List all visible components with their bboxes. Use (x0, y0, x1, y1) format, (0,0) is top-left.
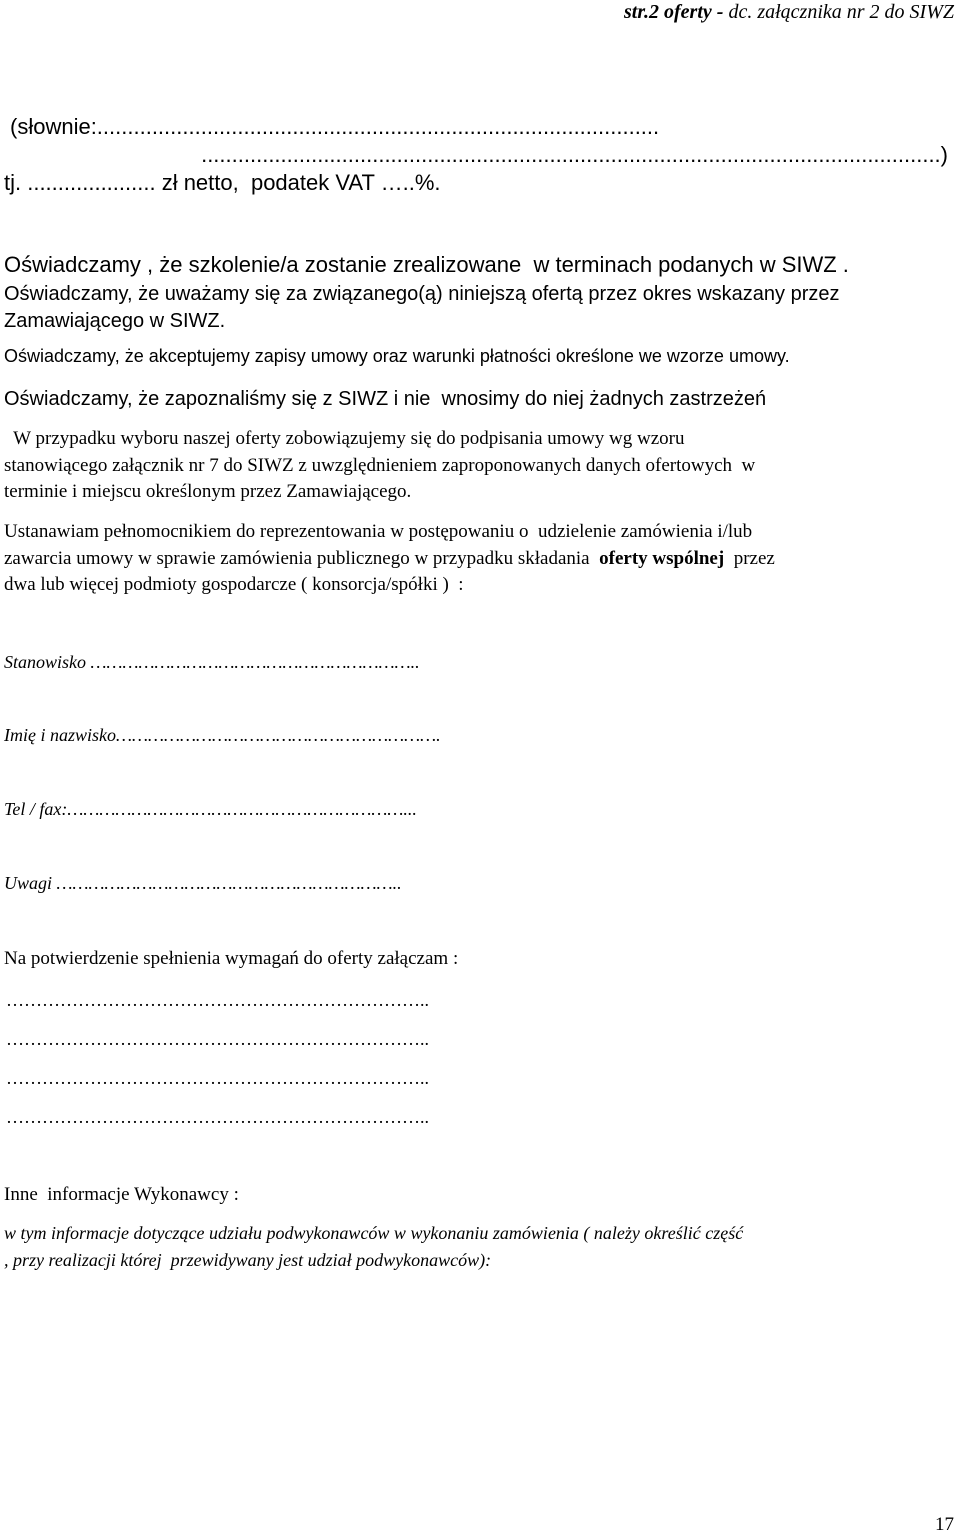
contract-obligation-line-1: W przypadku wyboru naszej oferty zobowiązujemy się do podpisania umowy wg wzoru (4, 428, 685, 449)
attachments-label: Na potwierdzenie spełnienia wymagań do oferty załączam : (4, 948, 459, 969)
proxy-appointment-line-1: Ustanawiam pełnomocnikiem do reprezentowania w postępowaniu o udzielenie zamówienia i/lub (4, 521, 753, 542)
header-attachment-ref: dc. załącznika nr 2 do SIWZ (728, 1, 954, 23)
attachment-line[interactable]: …………………………………………………………….. (6, 1029, 429, 1049)
proxy-line-2-text: zawarcia umowy w sprawie zamówienia publicznego w przypadku składania (4, 548, 600, 569)
page-header (624, 2, 954, 22)
full-name-field[interactable]: Imię i nazwisko……………………………………………………. (4, 725, 441, 745)
proxy-appointment-line-2 (4, 549, 775, 568)
contractor-info-label: Inne informacje Wykonawcy : (4, 1184, 239, 1205)
net-and-vat-line: tj. ..................... zł netto, podatek VAT …..%. (4, 170, 441, 195)
header-offer-page: str.2 oferty (624, 1, 712, 23)
subcontractor-note-line-2: , przy realizacji której przewidywany jest udział podwykonawców): (4, 1250, 492, 1270)
statement-bound-by-offer-line-2: Zamawiającego w SIWZ. (4, 310, 226, 332)
position-field[interactable]: Stanowisko …………………………………………………….. (4, 652, 420, 672)
attachment-line[interactable]: …………………………………………………………….. (6, 990, 429, 1010)
contract-obligation-line-3: terminie i miejscu określonym przez Zamawiającego. (4, 481, 412, 502)
joint-offer-emphasis: oferty wspólnej (599, 548, 725, 569)
proxy-appointment-line-3: dwa lub więcej podmioty gospodarcze ( konsorcja/spółki ) : (4, 574, 464, 595)
proxy-line-2-end: przez (724, 548, 775, 569)
page-number: 17 (935, 1514, 954, 1535)
attachment-line[interactable]: …………………………………………………………….. (6, 1107, 429, 1127)
notes-field[interactable]: Uwagi ……………………………………………………….. (4, 873, 402, 893)
price-in-words-continuation: .........................................................................................................................) (201, 142, 948, 167)
phone-fax-field[interactable]: Tel / fax:………………………………………………………... (4, 799, 417, 819)
statement-accept-contract: Oświadczamy, że akceptujemy zapisy umowy oraz warunki płatności określone we wzorze umowy. (4, 346, 790, 366)
attachment-line[interactable]: …………………………………………………………….. (6, 1068, 429, 1088)
contract-obligation-line-2: stanowiącego załącznik nr 7 do SIWZ z uwzględnieniem zaproponowanych danych ofertowych w (4, 455, 756, 476)
statement-bound-by-offer-line-1: Oświadczamy, że uważamy się za związanego(ą) niniejszą ofertą przez okres wskazany przez (4, 283, 840, 305)
subcontractor-note-line-1: w tym informacje dotyczące udziału podwykonawców w wykonaniu zamówienia ( należy określić część (4, 1223, 744, 1243)
statement-no-reservations: Oświadczamy, że zapoznaliśmy się z SIWZ i nie wnosimy do niej żadnych zastrzeżeń (4, 388, 767, 410)
header-separator: - (711, 1, 729, 23)
statement-training-dates: Oświadczamy , że szkolenie/a zostanie zrealizowane w terminach podanych w SIWZ . (4, 252, 849, 277)
price-in-words-label: (słownie:............................................................................................ (10, 114, 660, 139)
